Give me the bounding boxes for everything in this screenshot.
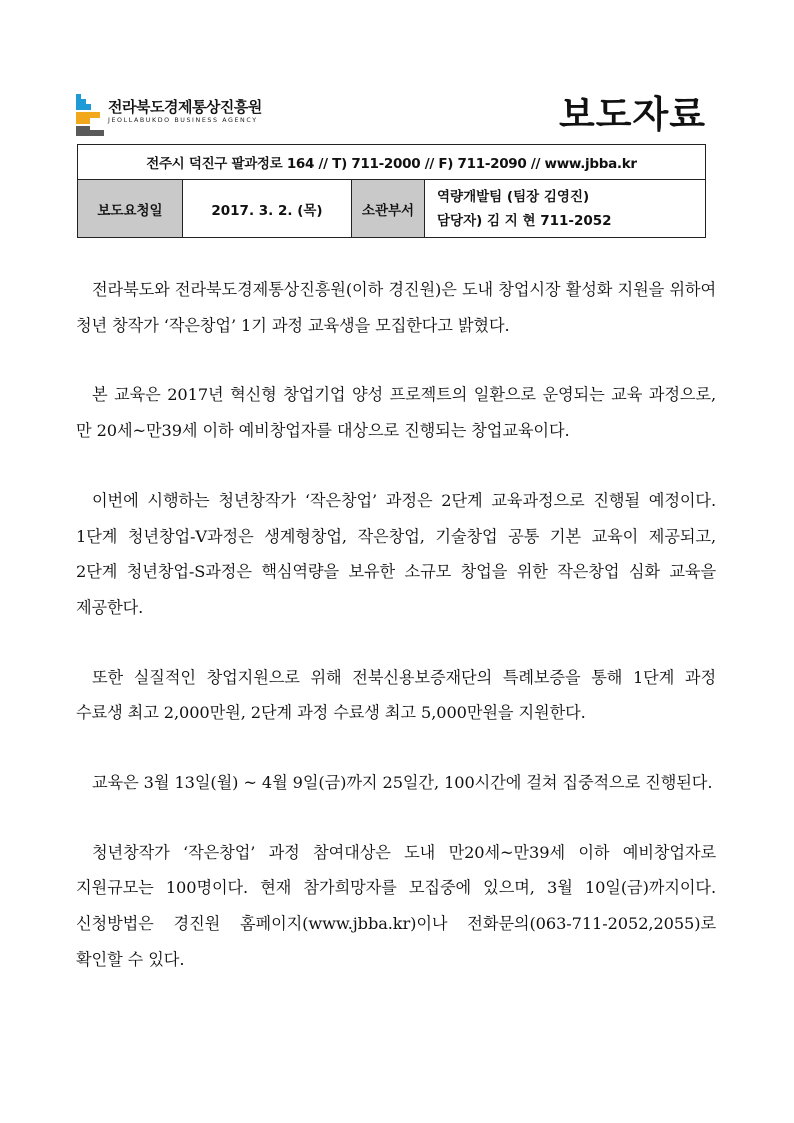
press-release-header: [76, 84, 706, 140]
body-paragraph: 이번에 시행하는 청년창작가 ‘작은창업’ 과정은 2단계 교육과정으로 진행될 예정이다. 1단계 청년창업-V과정은 생계형창업, 작은창업, 기술창업 공통 기본 교육이 제공되고, 2단계 청년창업-S과정은 핵심역량을 보유한 소규모 창업을 위한 작은창업 심화 교육을 제공한다.: [76, 490, 716, 617]
release-info-table: [77, 144, 706, 238]
agency-logo: [76, 92, 276, 138]
request-date-label: 보도요청일: [78, 180, 183, 238]
department-info: [425, 180, 706, 238]
agency-name: 전라북도경제통상진흥원: [108, 98, 262, 116]
body-paragraph: 본 교육은 2017년 혁신형 창업기업 양성 프로젝트의 일환으로 운영되는 교육 과정으로, 만 20세~만39세 이하 예비창업자를 대상으로 진행되는 창업교육이다.: [76, 385, 716, 441]
agency-logo-icon: [76, 92, 106, 138]
body-paragraph: 청년창작가 ‘작은창업’ 과정 참여대상은 도내 만20세~만39세 이하 예비창업자로 지원규모는 100명이다. 현재 참가희망자를 모집중에 있으며, 3월 10일(금)까지이다. 신청방법은 경진원 홈페이지(www.jbba.kr)이나 전화문의(063-711-2052,2055)로 확인할 수 있다.: [76, 842, 716, 969]
department-label: 소관부서: [352, 180, 425, 238]
body-paragraph: 또한 실질적인 창업지원으로 위해 전북신용보증재단의 특례보증을 통해 1단계 과정 수료생 최고 2,000만원, 2단계 과정 수료생 최고 5,000만원을 지원한다.: [76, 667, 716, 723]
department-contact: 담당자) 김 지 현 711-2052: [437, 212, 612, 229]
contact-line: 전주시 덕진구 팔과정로 164 // T) 711-2000 // F) 711-2090 // www.jbba.kr: [78, 145, 706, 180]
department-team: 역량개발팀 (팀장 김영진): [437, 188, 590, 205]
request-date: 2017. 3. 2. (목): [183, 180, 352, 238]
document-title: 보도자료: [559, 93, 706, 136]
agency-name-english: JEOLLABUKDO BUSINESS AGENCY: [108, 117, 258, 124]
press-release-body: [76, 272, 716, 1012]
body-paragraph: 전라북도와 전라북도경제통상진흥원(이하 경진원)은 도내 창업시장 활성화 지원을 위하여 청년 창작가 ‘작은창업’ 1기 과정 교육생을 모집한다고 밝혔다.: [76, 280, 716, 335]
body-paragraph: 교육은 3월 13일(월) ~ 4월 9일(금)까지 25일간, 100시간에 걸쳐 집중적으로 진행된다.: [92, 773, 713, 793]
